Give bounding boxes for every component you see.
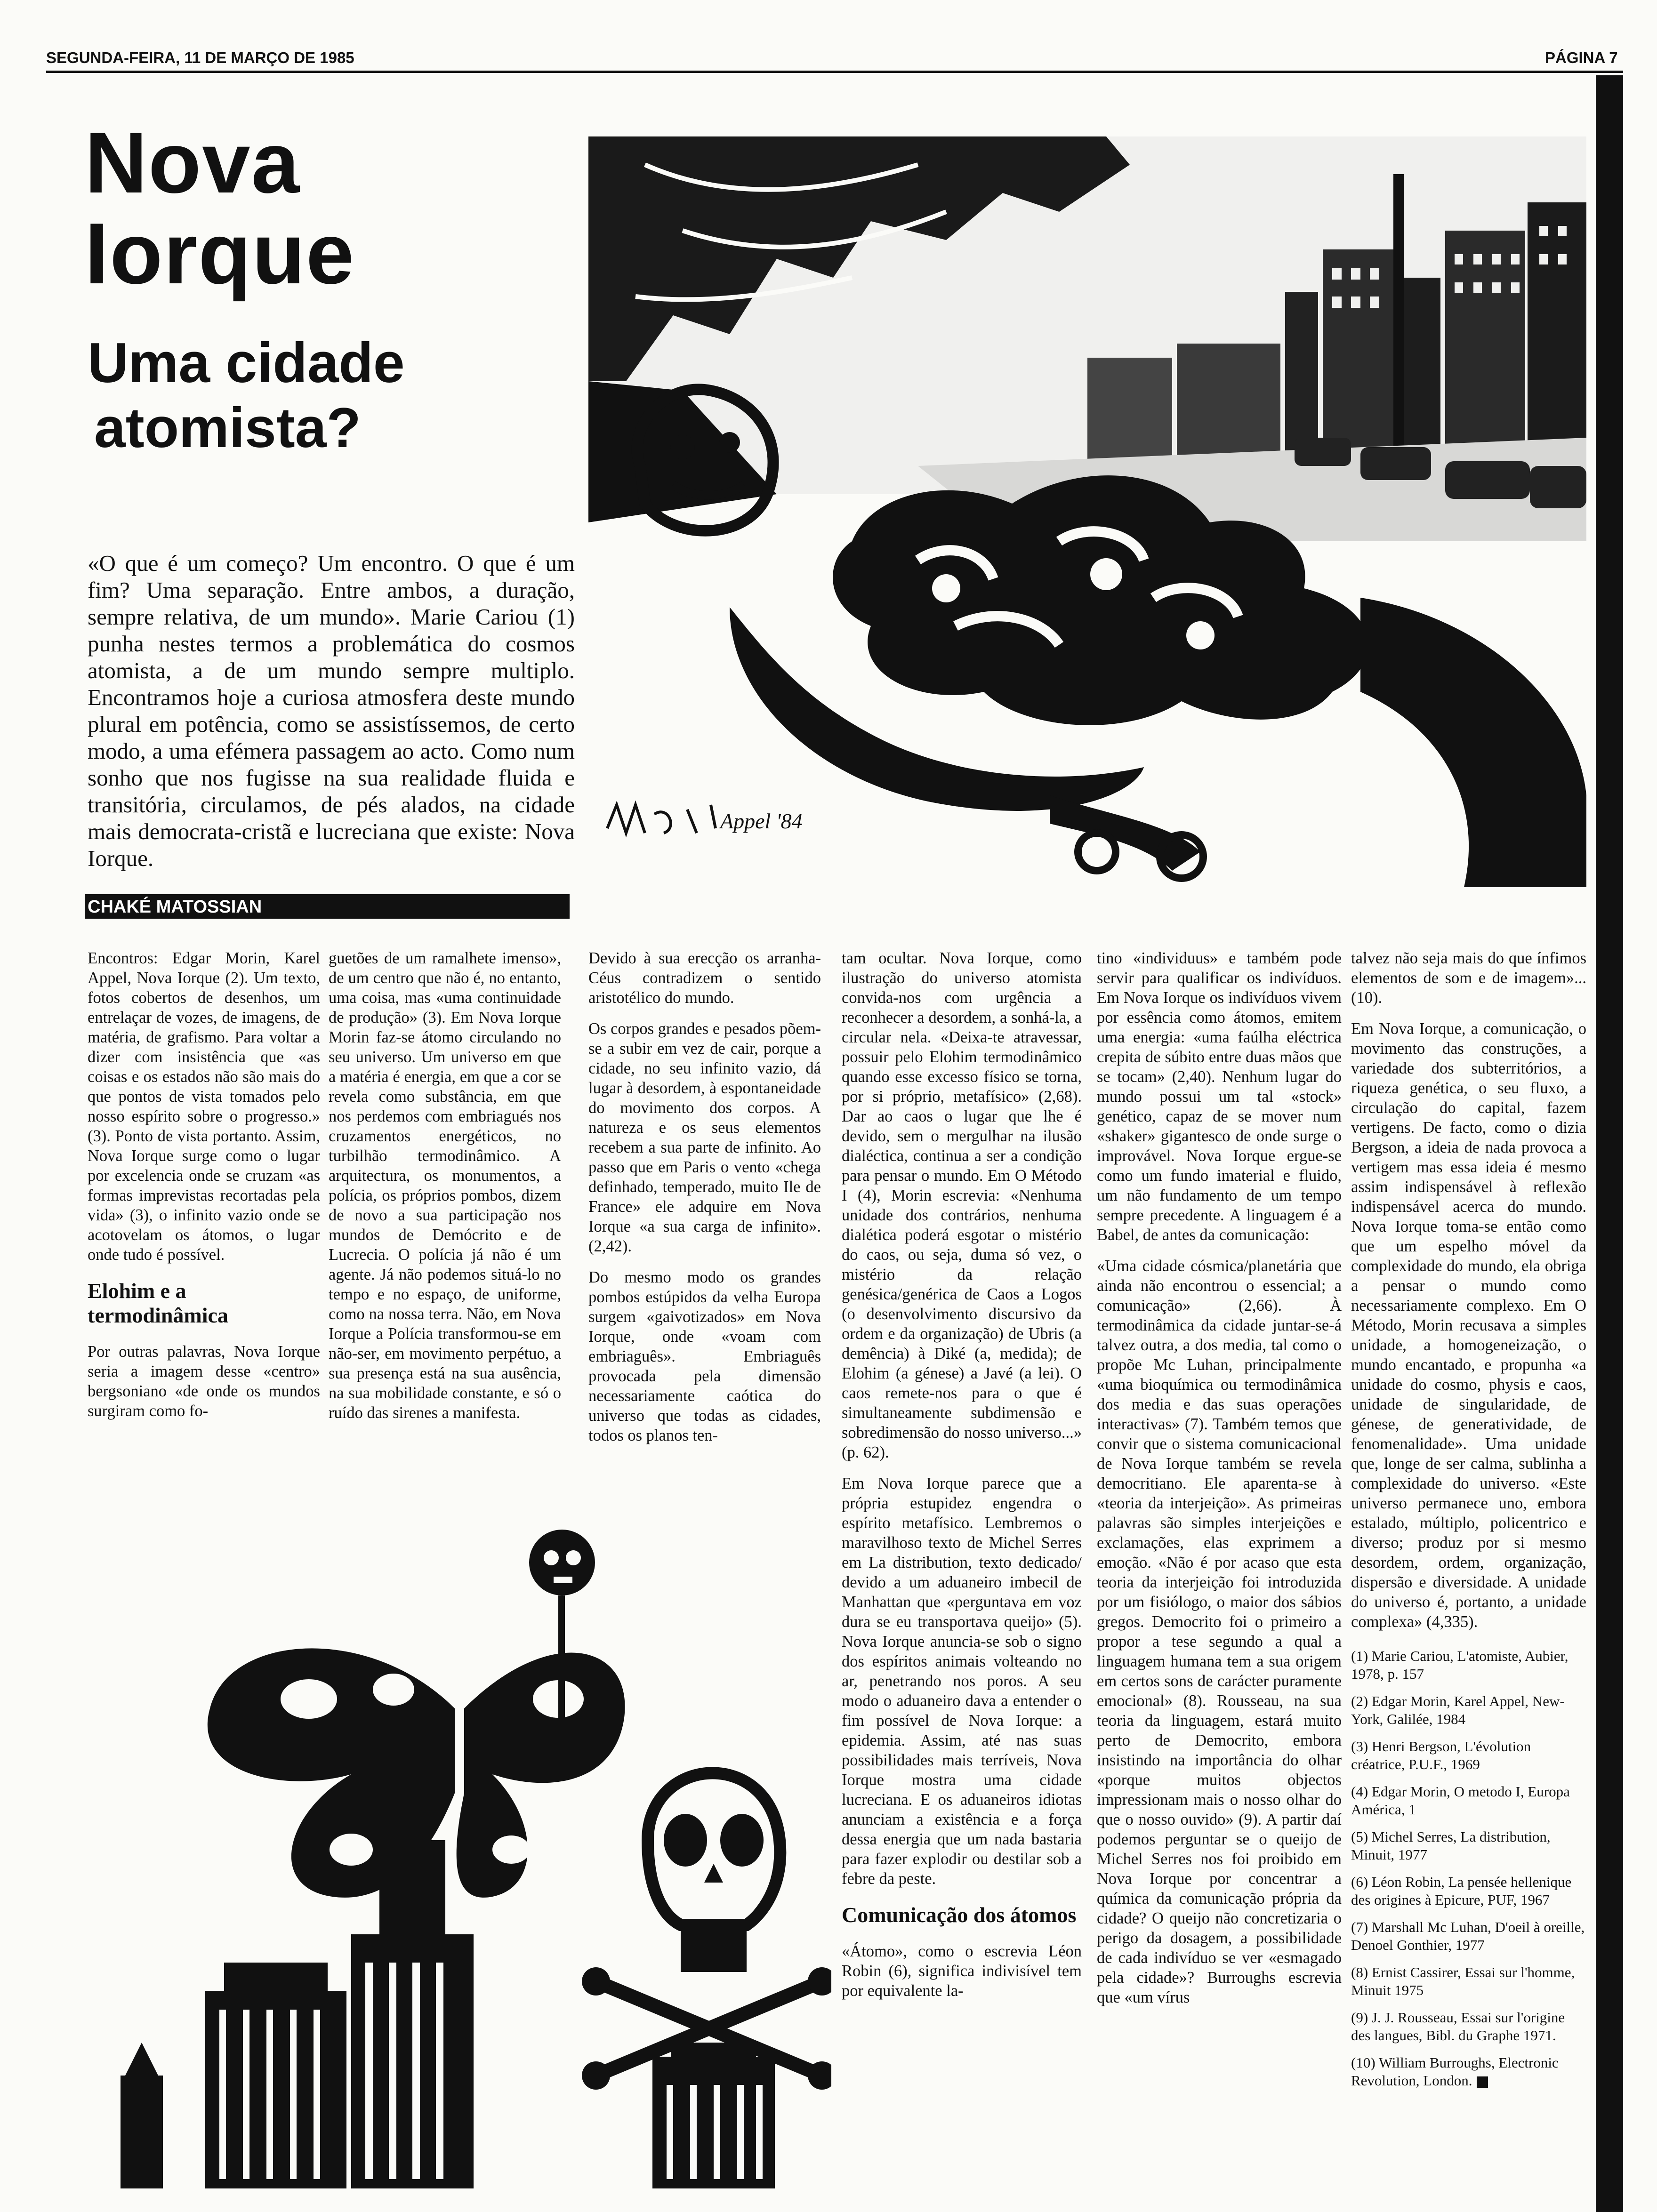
reference-item: (3) Henri Bergson, L'évolution créatrice, P.U.F., 1969 — [1351, 1738, 1531, 1772]
col4-subheading: Comunicação dos átomos — [842, 1903, 1077, 1927]
col4-paragraph-2: Em Nova Iorque parece que a própria estupidez engendra o espírito metafísico. Lembremos o maravilhoso texto de Michel Serres em La distribution, texto dedicado/ devido a um aduaneiro imbecil de Manhattan que «perguntava em voz dura se eu transportava queijo» (5). Nova Iorque anuncia-se sob o signo dos espíritos animais volteando no ar, penetrando nos poros. A seu modo o aduaneiro dava a entender o fim possível de Nova Iorque: a epidemia. Assim, até nas suas possibilidades mais terríveis, Nova Iorque mostra uma cidade lucreciana. E os aduaneiros idiotas anunciam a existência e a força dessa energia que um nada bastaria para fazer explodir ou destilar sob a febre da peste. — [842, 1475, 1082, 1888]
col6-paragraph-2: Em Nova Iorque, a comunicação, o movimento das construções, a variedade dos subterritórios, a riqueza genética, o seu fluxo, a circulação do capital, fazem vertigens. De facto, como o dizia Bergson, a ideia de nada provoca a vertigem mas essa ideia é mesmo assim indispensável à reflexão indispensável acerca do mundo. Nova Iorque toma-se então como que um espelho móvel da complexidade do mundo, ela obriga a pensar o mundo como necessariamente complexo. Em O Método, Morin recusava a simples unidade, a homogeneização, o mundo encantado, e propunha «a unidade do cosmo, physis e caos, unidade de singularidade, de génese, de generatividade, de fenomenalidade». Uma unidade que, longe de ser calma, sublinha a complexidade do universo. «Este universo permanece uno, embora estalado, múltiplo, policentrico e diverso; produz por si mesmo desordem, ordem, organização, dispersão e diversidade. A unidade do universo é, portanto, a unidade complexa» (4,335). — [1351, 1020, 1586, 1631]
reference-item: (2) Edgar Morin, Karel Appel, New-York, Galilée, 1984 — [1351, 1693, 1565, 1727]
col2-paragraph-1: guetões de um ramalhete imenso», de um centro que não é, no entanto, uma coisa, mas «uma continuidade de produção» (3). Em Nova Iorque Morin faz-se átomo circulando no seu universo. Um universo em que a matéria é energia, em que a cor se revela como substância, em que nos perdemos com embriagués nos cruzamentos energéticos, no turbilhão termodinâmico. A arquitectura, os monumentos, a polícia, os próprios pombos, dizem de novo a sua participação nos mundos de Demócrito e de Lucrecia. O polícia já não é um agente. Já não podemos situá-lo no tempo e no espaço, de uniforme, como na nossa terra. Não, em Nova Iorque a Polícia transformou-se em não-ser, em movimento perpétuo, a sua presença está na sua ausência, na sua mobilidade constante, e só o ruído das sirenes a manifesta. — [329, 949, 561, 1422]
reference-item: (7) Marshall Mc Luhan, D'oeil à oreille, Denoel Gonthier, 1977 — [1351, 1919, 1585, 1953]
top-illustration — [588, 136, 1586, 887]
col3-paragraph-2: Os corpos grandes e pesados põem-se a subir em vez de cair, porque a cidade, no seu infinito vazio, dá lugar à desordem, à espontaneidade do movimento dos corpos. A natureza e os seus elementos recebem a sua parte de infinito. Ao passo que em Paris o vento «chega definhado, temperado, muito Ile de France» ele adquire em Nova Iorque «a sua carga de infinito». (2,42). — [588, 1020, 821, 1255]
page-number: PÁGINA 7 — [1545, 49, 1618, 66]
reference-item: (1) Marie Cariou, L'atomiste, Aubier, 1978, p. 157 — [1351, 1648, 1569, 1682]
article-subtitle-line2: atomista? — [94, 396, 361, 459]
col3-paragraph-1: Devido à sua erecção os arranha-Céus contradizem o sentido aristotélico do mundo. — [588, 949, 821, 1007]
column-6 — [1351, 948, 1586, 1645]
artist-signature: Appel '84 — [720, 809, 803, 833]
header-rule — [46, 71, 1623, 73]
reference-item: (5) Michel Serres, La distribution, Minuit, 1977 — [1351, 1828, 1551, 1863]
references-list — [1351, 1647, 1586, 2184]
article-subtitle-line1: Uma cidade — [88, 331, 405, 394]
col1-paragraph-1: Encontros: Edgar Morin, Karel Appel, Nova Iorque (2). Um texto, fotos cobertos de desenhos, um entrelaçar de vozes, de imagens, de matéria, de grafismo. Para voltar a dizer com insistência que «as coisas e os estados não são mais do que pontos de vista tomados pelo nosso espírito sobre o progresso.» (3). Ponto de vista portanto. Assim, Nova Iorque surge como o lugar por excelencia onde se cruzam «as formas imprevistas recortadas pela vida» (3), o infinito vazio onde se acotovelam os átomos, o lugar onde tudo é possível. — [88, 949, 320, 1264]
reference-last: (10) William Burroughs, Electronic Revolution, London. — [1351, 2054, 1559, 2089]
col6-paragraph-1: talvez não seja mais do que ínfimos elementos de som e de imagem»...(10). — [1351, 949, 1586, 1007]
column-2 — [329, 948, 561, 1541]
article-lead: «O que é um começo? Um encontro. O que é um fim? Uma separação. Entre ambos, a duração, sempre relativa, de um mundo». Marie Cariou (1) punha nestes termos a problemática do cosmos atomista, a de um mundo sempre multiplo. Encontramos hoje a curiosa atmosfera deste mundo plural em potência, como se assistíssemos, de certo modo, a uma efémera passagem ao acto. Como num sonho que nos fugisse na sua realidade fluida e transitória, circulamos, de pés alados, na cidade mais democrata-cristã e lucreciana que existe: Nova Iorque. — [88, 550, 575, 871]
column-5 — [1097, 948, 1342, 2181]
issue-date: SEGUNDA-FEIRA, 11 DE MARÇO DE 1985 — [46, 49, 354, 66]
article-title-line2: Iorque — [85, 205, 355, 302]
col4-paragraph-1: tam ocultar. Nova Iorque, como ilustração do universo atomista convida-nos com urgência a reconhecer a desordem, a sonhá-la, a circular nela. «Deixa-te atravessar, possuir pelo Elohim termodinâmico quando esse excesso físico se torna, por si próprio, metafísico» (2,68). Dar ao caos o lugar que lhe é devido, sem o mergulhar na ilusão dialéctica, continua a ser a condição para pensar o mundo. Em O Método I (4), Morin escrevia: «Nenhuma unidade dos contrários, nenhuma dialética poderá esgotar o mistério do caos, ou seja, duma só vez, o mistério da relação genésica/genérica de Caos a Logos (o desenvolvimento discursivo da ordem e da organização) de Ubris (a demência) à Diké (a, medida); de Elohim (a génese) a Javé (a lei). O caos remete-nos para o que é simultaneamente subdimensão e sobredimensão do nosso universo...» (p. 62). — [842, 949, 1082, 1461]
bottom-illustration — [88, 1511, 831, 2188]
reference-item: (9) J. J. Rousseau, Essai sur l'origine des langues, Bibl. du Graphe 1971. — [1351, 2009, 1565, 2044]
col5-paragraph-1: tino «individuus» e também pode servir para qualificar os indivíduos. Em Nova Iorque os indivíduos vivem por essência como átomos, emitem uma energia: «uma faúlha eléctrica crepita de súbito entre duas mãos que se tocam» (2,40). Nenhum lugar do mundo possui um tal «stock» genético, capaz de se mover num «shaker» gigantesco de onde surge o improvável. Nova Iorque ergue-se como um fundo imaterial e fluido, um não fundamento de um tempo sempre precedente. A linguagem é a Babel, de antes da comunicação: — [1097, 949, 1342, 1244]
col3-paragraph-3: Do mesmo modo os grandes pombos estúpidos da velha Europa surgem «gaivotizados» em Nova Iorque, onde «voam com embriaguês». Embriaguês provocada pela dimensão necessariamente caótica do universo que todas as cidades, todos os planos ten- — [588, 1268, 821, 1444]
byline: CHAKÉ MATOSSIAN — [85, 894, 570, 919]
end-mark-icon — [1477, 2076, 1488, 2088]
col1-paragraph-2: Por outras palavras, Nova Iorque seria a imagem desse «centro» bergsoniano «de onde os mundos surgiram como fo- — [88, 1343, 320, 1420]
col5-paragraph-2: «Uma cidade cósmica/planetária que ainda não encontrou o essencial; a comunicação» (2,66). À termodinâmica da cidade juntar-se-á talvez outra, a dos media, tal como o propõe Mc Luhan, principalmente «uma bioquímica ou termodinâmica dos media e das suas operações interactivas» (7). Também temos que convir que o sistema comunicacional de Nova Iorque também se revela democritiano. Ele aparenta-se à «teoria da interjeição». As primeiras palavras são simples interjeições e exclamações, elas exprimem a emoção. «Não é por acaso que esta teoria da interjeição foi introduzida por um fisiólogo, o maior dos sábios gregos. Democrito foi o primeiro a propor a tese segundo a qual a linguagem humana tem a sua origem em certos sons de carácter puramente emocional» (8). Rousseau, na sua teoria da linguagem, estará muito perto de Democrito, embora insistindo na importância do olhar «porque muitos objectos impressionam mais o nosso olhar do que o nosso ouvido» (9). A partir daí podemos perguntar se o queijo de Michel Serres nos foi proibido em Nova Iorque por concentrar a química da comunicação própria da cidade? O queijo não concretizaria o perigo da dosagem, a possibilidade de cada indivíduo se ver «esmagado pela cidade»? Burroughs escrevia que «um vírus — [1097, 1257, 1342, 2006]
column-1 — [88, 948, 320, 1541]
col4-paragraph-3: «Átomo», como o escrevia Léon Robin (6), significa indivisível tem por equivalente la- — [842, 1942, 1082, 2000]
reference-item: (4) Edgar Morin, O metodo I, Europa América, 1 — [1351, 1783, 1570, 1818]
column-3 — [588, 948, 821, 1560]
reference-item: (6) Léon Robin, La pensée hellenique des origines à Epicure, PUF, 1967 — [1351, 1874, 1572, 1908]
article-title-line1: Nova — [85, 114, 300, 211]
reference-item: (8) Ernist Cassirer, Essai sur l'homme, Minuit 1975 — [1351, 1964, 1575, 1998]
column-4 — [842, 948, 1082, 2181]
reference-item — [1351, 2054, 1586, 2090]
right-edge-bar — [1596, 75, 1623, 2212]
col1-subheading: Elohim e a termodinâmica — [88, 1279, 228, 1327]
